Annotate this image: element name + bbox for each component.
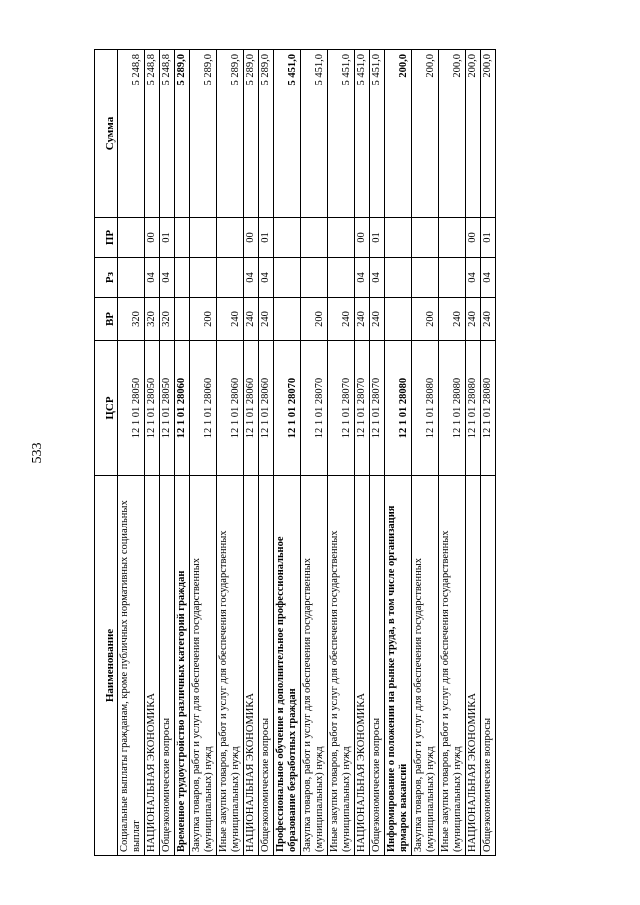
table-row xyxy=(370,50,385,856)
table-row xyxy=(481,50,496,856)
cell-name: Общеэкономические вопросы xyxy=(259,476,274,856)
cell-sum: 200,0 xyxy=(385,50,412,218)
cell-pr xyxy=(217,218,244,258)
table-row xyxy=(328,50,355,856)
table-row xyxy=(385,50,412,856)
header-sum: Сумма xyxy=(95,50,118,218)
cell-rz: 04 xyxy=(355,258,370,298)
cell-name: НАЦИОНАЛЬНАЯ ЭКОНОМИКА xyxy=(244,476,259,856)
cell-name: Общеэкономические вопросы xyxy=(160,476,175,856)
cell-name: Профессиональное обучение и дополнительное профессиональное образование безработных граждан xyxy=(274,476,301,856)
cell-pr xyxy=(118,218,145,258)
cell-vr: 240 xyxy=(355,298,370,341)
cell-sum: 5 289,0 xyxy=(244,50,259,218)
cell-vr: 240 xyxy=(370,298,385,341)
cell-name: Общеэкономические вопросы xyxy=(481,476,496,856)
cell-vr: 240 xyxy=(481,298,496,341)
header-pr: ПР xyxy=(95,218,118,258)
budget-table xyxy=(94,49,496,856)
cell-rz xyxy=(118,258,145,298)
cell-pr: 00 xyxy=(355,218,370,258)
cell-csr: 12 1 01 28070 xyxy=(355,341,370,476)
table-row xyxy=(190,50,217,856)
cell-vr: 240 xyxy=(466,298,481,341)
page-number: 533 xyxy=(30,442,45,464)
cell-rz xyxy=(385,258,412,298)
cell-vr: 320 xyxy=(160,298,175,341)
cell-csr: 12 1 01 28060 xyxy=(175,341,190,476)
cell-vr: 200 xyxy=(412,298,439,341)
cell-sum: 5 451,0 xyxy=(370,50,385,218)
cell-csr: 12 1 01 28070 xyxy=(274,341,301,476)
cell-pr xyxy=(328,218,355,258)
cell-csr: 12 1 01 28080 xyxy=(412,341,439,476)
cell-rz xyxy=(439,258,466,298)
cell-name: Информирование о положении на рынке труда, в том числе организация ярмарок вакансий xyxy=(385,476,412,856)
cell-csr: 12 1 01 28080 xyxy=(466,341,481,476)
table-row xyxy=(439,50,466,856)
table-row xyxy=(355,50,370,856)
cell-sum: 5 451,0 xyxy=(328,50,355,218)
cell-vr xyxy=(175,298,190,341)
table-row xyxy=(274,50,301,856)
table-row xyxy=(217,50,244,856)
cell-csr: 12 1 01 28060 xyxy=(217,341,244,476)
cell-pr xyxy=(274,218,301,258)
cell-name: Закупка товаров, работ и услуг для обеспечения государственных (муниципальных) нужд xyxy=(190,476,217,856)
header-rz: Рз xyxy=(95,258,118,298)
cell-pr: 00 xyxy=(145,218,160,258)
cell-csr: 12 1 01 28060 xyxy=(259,341,274,476)
table-row xyxy=(244,50,259,856)
cell-sum: 5 248,8 xyxy=(118,50,145,218)
cell-sum: 5 451,0 xyxy=(301,50,328,218)
cell-sum: 200,0 xyxy=(481,50,496,218)
cell-rz xyxy=(217,258,244,298)
cell-rz xyxy=(190,258,217,298)
cell-pr: 01 xyxy=(370,218,385,258)
table-body xyxy=(118,50,496,856)
cell-name: НАЦИОНАЛЬНАЯ ЭКОНОМИКА xyxy=(466,476,481,856)
cell-sum: 200,0 xyxy=(439,50,466,218)
budget-table-rotated xyxy=(94,50,506,856)
cell-rz: 04 xyxy=(244,258,259,298)
cell-pr: 00 xyxy=(466,218,481,258)
cell-vr xyxy=(385,298,412,341)
cell-sum: 5 248,8 xyxy=(145,50,160,218)
cell-vr: 240 xyxy=(244,298,259,341)
cell-vr: 240 xyxy=(217,298,244,341)
cell-rz: 04 xyxy=(481,258,496,298)
cell-pr xyxy=(412,218,439,258)
cell-rz: 04 xyxy=(259,258,274,298)
header-name: Наименование xyxy=(95,476,118,856)
cell-rz: 04 xyxy=(370,258,385,298)
cell-name: НАЦИОНАЛЬНАЯ ЭКОНОМИКА xyxy=(355,476,370,856)
cell-vr: 200 xyxy=(301,298,328,341)
cell-rz: 04 xyxy=(160,258,175,298)
cell-name: Закупка товаров, работ и услуг для обеспечения государственных (муниципальных) нужд xyxy=(301,476,328,856)
cell-name: НАЦИОНАЛЬНАЯ ЭКОНОМИКА xyxy=(145,476,160,856)
cell-csr: 12 1 01 28050 xyxy=(145,341,160,476)
cell-sum: 5 451,0 xyxy=(274,50,301,218)
cell-name: Иные закупки товаров, работ и услуг для обеспечения государственных (муниципальных) нужд xyxy=(217,476,244,856)
cell-sum: 5 451,0 xyxy=(355,50,370,218)
table-row xyxy=(466,50,481,856)
cell-csr: 12 1 01 28070 xyxy=(328,341,355,476)
cell-csr: 12 1 01 28070 xyxy=(370,341,385,476)
cell-sum: 5 289,0 xyxy=(259,50,274,218)
cell-vr: 240 xyxy=(259,298,274,341)
cell-rz xyxy=(328,258,355,298)
cell-name: Закупка товаров, работ и услуг для обеспечения государственных (муниципальных) нужд xyxy=(412,476,439,856)
cell-sum: 5 248,8 xyxy=(160,50,175,218)
cell-pr xyxy=(385,218,412,258)
cell-pr xyxy=(175,218,190,258)
cell-name: Общеэкономические вопросы xyxy=(370,476,385,856)
cell-sum: 5 289,0 xyxy=(217,50,244,218)
table-row xyxy=(412,50,439,856)
table-row xyxy=(160,50,175,856)
cell-csr: 12 1 01 28060 xyxy=(190,341,217,476)
cell-vr: 240 xyxy=(328,298,355,341)
cell-pr: 01 xyxy=(160,218,175,258)
cell-sum: 200,0 xyxy=(412,50,439,218)
cell-csr: 12 1 01 28080 xyxy=(439,341,466,476)
cell-pr: 01 xyxy=(259,218,274,258)
cell-pr xyxy=(190,218,217,258)
cell-vr xyxy=(274,298,301,341)
cell-name: Социальные выплаты гражданам, кроме публичных нормативных социальных выплат xyxy=(118,476,145,856)
cell-csr: 12 1 01 28070 xyxy=(301,341,328,476)
cell-rz xyxy=(412,258,439,298)
table-header-row xyxy=(95,50,118,856)
table-row xyxy=(175,50,190,856)
cell-rz: 04 xyxy=(145,258,160,298)
cell-sum: 5 289,0 xyxy=(190,50,217,218)
cell-pr: 00 xyxy=(244,218,259,258)
cell-name: Иные закупки товаров, работ и услуг для обеспечения государственных (муниципальных) нужд xyxy=(439,476,466,856)
cell-rz xyxy=(274,258,301,298)
header-csr: ЦСР xyxy=(95,341,118,476)
cell-csr: 12 1 01 28080 xyxy=(385,341,412,476)
cell-rz: 04 xyxy=(466,258,481,298)
cell-vr: 200 xyxy=(190,298,217,341)
cell-sum: 200,0 xyxy=(466,50,481,218)
cell-sum: 5 289,0 xyxy=(175,50,190,218)
cell-csr: 12 1 01 28050 xyxy=(160,341,175,476)
cell-name: Временное трудоустройство различных категорий граждан xyxy=(175,476,190,856)
cell-pr xyxy=(439,218,466,258)
cell-vr: 320 xyxy=(145,298,160,341)
table-row xyxy=(259,50,274,856)
table-row xyxy=(301,50,328,856)
cell-rz xyxy=(175,258,190,298)
cell-vr: 240 xyxy=(439,298,466,341)
cell-name: Иные закупки товаров, работ и услуг для обеспечения государственных (муниципальных) нужд xyxy=(328,476,355,856)
table-row xyxy=(145,50,160,856)
cell-vr: 320 xyxy=(118,298,145,341)
cell-pr xyxy=(301,218,328,258)
cell-pr: 01 xyxy=(481,218,496,258)
cell-rz xyxy=(301,258,328,298)
table-row xyxy=(118,50,145,856)
cell-csr: 12 1 01 28080 xyxy=(481,341,496,476)
cell-csr: 12 1 01 28060 xyxy=(244,341,259,476)
header-vr: ВР xyxy=(95,298,118,341)
cell-csr: 12 1 01 28050 xyxy=(118,341,145,476)
